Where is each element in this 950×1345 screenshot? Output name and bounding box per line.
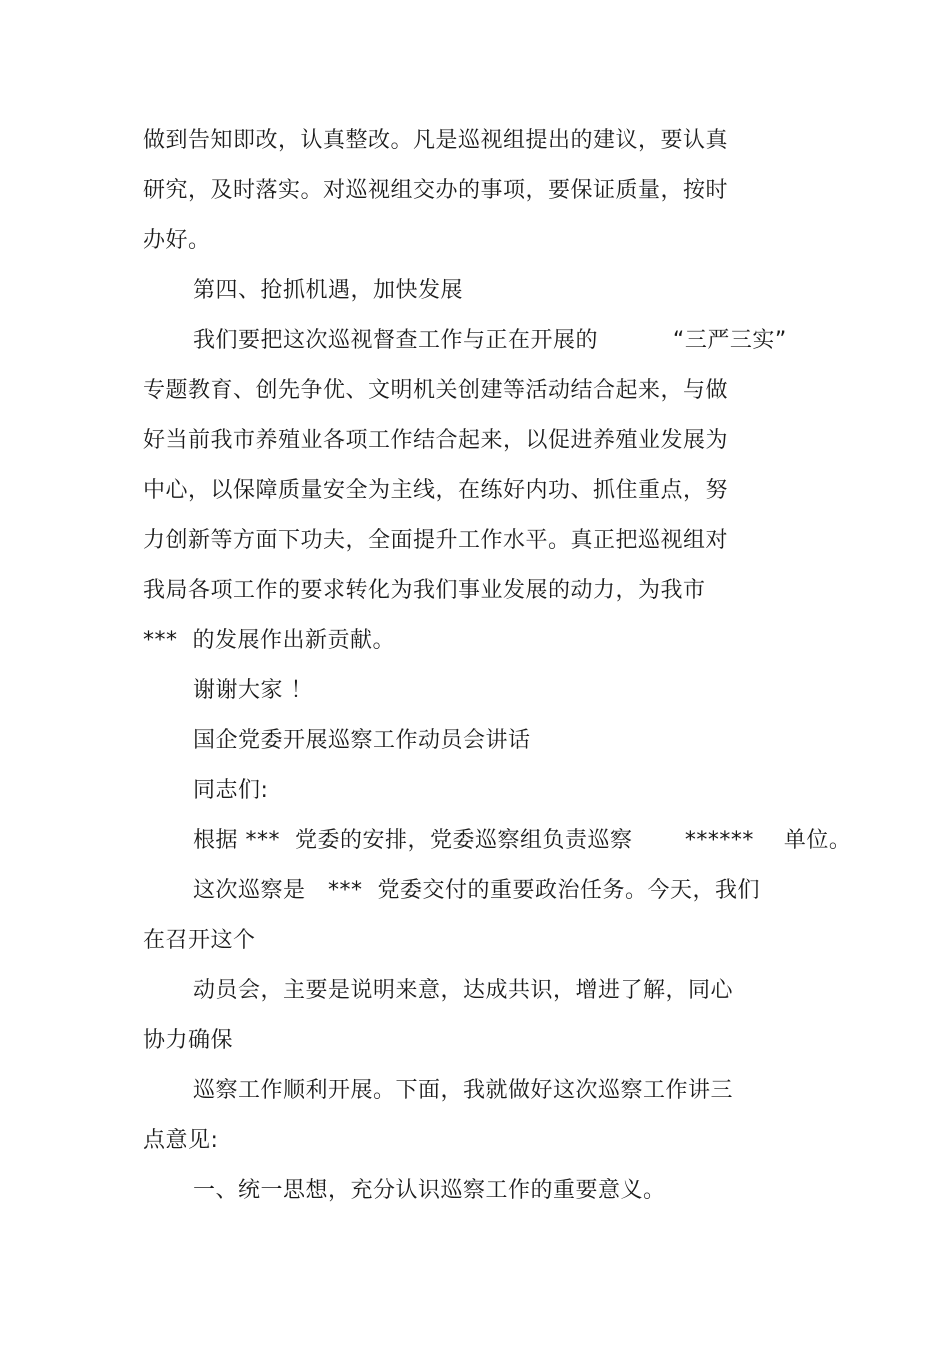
- paragraph-line: 巡察工作顺利开展。下面，我就做好这次巡察工作讲三: [193, 1078, 734, 1103]
- paragraph-line: 点意见:: [143, 1128, 219, 1153]
- section-heading: 一、统一思想，充分认识巡察工作的重要意义。: [193, 1178, 666, 1203]
- paragraph-line: 研究，及时落实。对巡视组交办的事项，要保证质量，按时: [143, 178, 729, 203]
- section-heading: 第四、抢抓机遇，加快发展: [193, 278, 464, 303]
- paragraph-line: 好当前我市养殖业各项工作结合起来，以促进养殖业发展为: [143, 428, 729, 453]
- paragraph-line: 协力确保: [143, 1028, 234, 1053]
- paragraph-line: 在召开这个: [143, 928, 256, 953]
- paragraph-line: 根据 *** 党委的安排，党委巡察组负责巡察 ****** 单位。: [193, 828, 852, 853]
- closing-line: 谢谢大家 ！: [193, 678, 313, 703]
- paragraph-line: 做到告知即改，认真整改。凡是巡视组提出的建议，要认真: [143, 128, 729, 153]
- paragraph-line: 我局各项工作的要求转化为我们事业发展的动力，为我市: [143, 578, 706, 603]
- speech-title: 国企党委开展巡察工作动员会讲话: [193, 728, 531, 753]
- paragraph-line: 我们要把这次巡视督查工作与正在开展的 “三严三实”: [193, 328, 787, 353]
- paragraph-line: 专题教育、创先争优、文明机关创建等活动结合起来，与做: [143, 378, 729, 403]
- paragraph-line: 动员会，主要是说明来意，达成共识，增进了解，同心: [193, 978, 734, 1003]
- paragraph-line: 这次巡察是 *** 党委交付的重要政治任务。今天，我们: [193, 878, 760, 903]
- salutation: 同志们:: [193, 778, 269, 803]
- paragraph-line: 力创新等方面下功夫，全面提升工作水平。真正把巡视组对: [143, 528, 729, 553]
- paragraph-line: *** 的发展作出新贡献。: [143, 628, 395, 653]
- paragraph-line: 办好。: [143, 228, 211, 253]
- paragraph-line: 中心，以保障质量安全为主线，在练好内功、抓住重点，努: [143, 478, 729, 503]
